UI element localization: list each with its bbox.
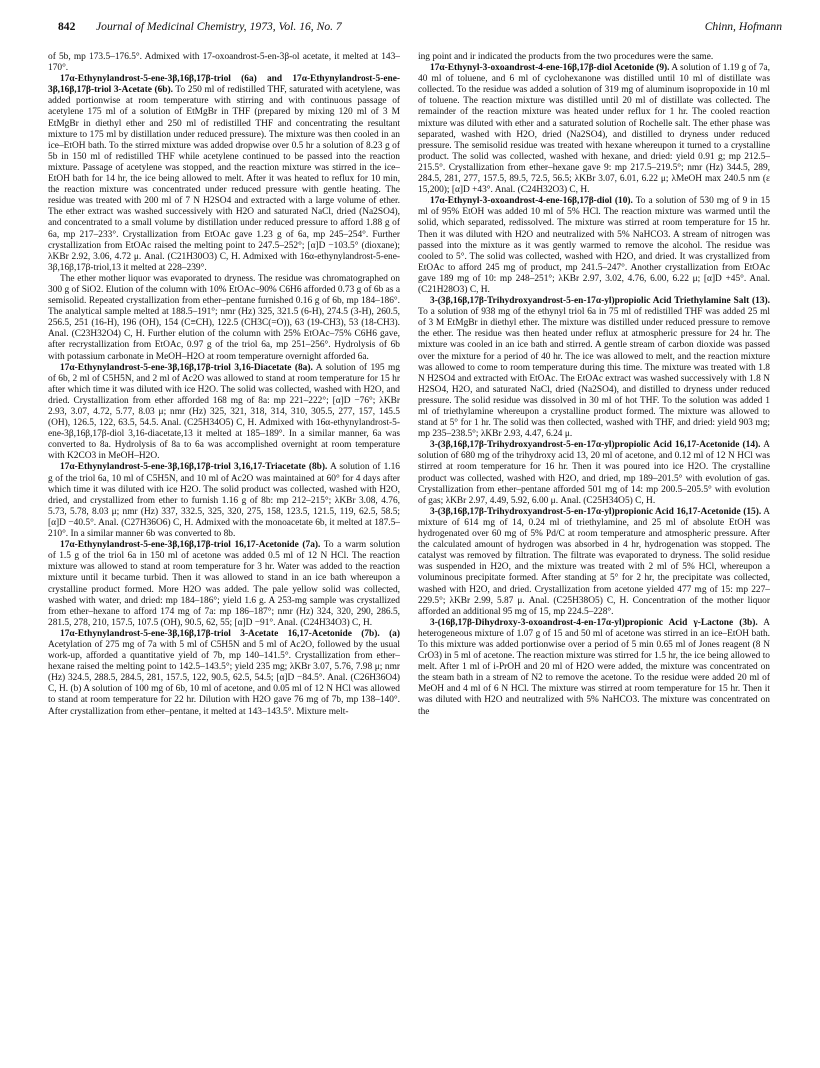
paragraph <box>418 63 770 196</box>
paragraph <box>48 629 400 718</box>
right-column <box>418 52 770 1048</box>
paragraph-text: A solution of 1.16 g of the triol 6a, 10 ml of C5H5N, and 10 ml of Ac2O was maintained at 60° for 4 days after which time it was diluted with ice H2O. The solid product was collected, washed with H2O, dried, and crystallized from ether to furnish 1.16 g of 8b: mp 212–215°; λKBr 3.08, 4.76, 5.73, 5.78, 8.03 μ; nmr (Hz) 337, 332.5, 325, 320, 275, 158, 123.5, 121.5, 119, 62.5, 58.5; [α]D −40.5°. Anal. (C27H36O6) C, H. Admixed with the monoacetate 6b, it melted at 187.5–210°. In a similar manner 6b was converted to 8b. <box>48 462 400 540</box>
page-number: 842 <box>58 20 76 33</box>
paragraph-text: A mixture of 614 mg of 14, 0.24 ml of triethylamine, and 25 ml of absolute EtOH was hydrogenated over 60 mg of 5% Pd/C at room temperature and atmospheric pressure. After the calculated amount of hydrogen was absorbed in 4 hr, hydrogenation was stopped. The catalyst was removed by filtration. The filtrate was evaporated to dryness. The solid residue was suspended in H2O, and the mixture was treated with 2 ml of 5% HCl, whereupon a voluminous precipitate formed. After standing at 5° for 2 hr, the precipitate was collected, washed with H2O, and dried. Crystallization from acetone yielded 477 mg of 15: mp 227–229.5°; λKBr 2.99, 5.87 μ. Anal. (C25H38O5) C, H. Concentration of the mother liquor afforded an additional 95 mg of 15, mp 224.5–228°. <box>418 506 770 617</box>
paragraph <box>418 196 770 296</box>
compound-heading: 3-(3β,16β,17β-Trihydroxyandrost-5-en-17α-yl)propiolic Acid Triethylamine Salt (13). <box>430 296 770 307</box>
paragraph-text: To a solution of 530 mg of 9 in 15 ml of 95% EtOH was added 10 ml of 5% HCl. The reaction mixture was warmed until the solid, which separated, redissolved. The mixture was stirred at room temperature for 15 hr. Then it was diluted with H2O and neutralized with 5% NaHCO3. A stream of nitrogen was passed into the mixture as it was gently warmed to remove the alcohol. The residue was cooled to 5°. The solid was collected, washed with H2O, and dried. It was crystallized from EtOAc to afford 245 mg of product, mp 241.5–247°. Another crystallization from EtOAc gave 189 mg of 10: mp 248–251°; λKBr 2.97, 3.02, 4.76, 6.00, 6.22 μ; [α]D +45°. Anal. (C21H28O3) C, H. <box>418 196 770 295</box>
paragraph <box>418 440 770 507</box>
paragraph-text: A solution of 195 mg of 6b, 2 ml of C5H5N, and 2 ml of Ac2O was allowed to stand at room temperature for 15 hr after which time it was diluted with ice H2O. The solid was collected, washed with H2O, and dried. Crystallization from ether afforded 168 mg of 8a: mp 221–222°; [α]D −76°; λKBr 2.93, 3.07, 4.72, 5.77, 8.03 μ; nmr (Hz) 325, 321, 318, 314, 310, 305.5, 277, 157, 145.5 (OH), 126.5, 122, 63.5, 54.5. Anal. (C25H34O5) C, H. Admixed with 16α-ethynylandrost-5-ene-3β,16β,17β-diol 3,16-diacetate,13 it melted at 185–189°. In a similar manner, 6a was converted to 8a. Hydrolysis of 8a to 6a was accomplished overnight at room temperature with K2CO3 in MeOH–H2O. <box>48 362 400 462</box>
paragraph <box>418 52 770 63</box>
paragraph <box>48 74 400 274</box>
journal-citation: Journal of Medicinal Chemistry, 1973, Vol. 16, No. 7 <box>96 20 342 33</box>
paragraph-text: The ether mother liquor was evaporated to dryness. The residue was chromatographed on 300 g of SiO2. Elution of the column with 10% EtOAc–90% C6H6 afforded 0.73 g of 6b as a semisolid. Repeated crystallization from ether–pentane furnished 0.16 g of 6b, mp 184–186°. The analytical sample melted at 188.5–191°; nmr (Hz) 325, 321.5 (6-H), 274.5 (3-H), 260.5, 256.5, 251 (16-H), 196 (OH), 154 (C≡CH), 122.5 (CH3C(=O)), 63 (19-CH3), 53 (18-CH3). Anal. (C23H32O4) C, H. Further elution of the column with 25% EtOAc–75% C6H6 gave, after recrystallization from EtOAc, 0.97 g of the triol 6a, mp 251–256°. Hydrolysis of 6b with potassium carbonate in MeOH–H2O at room temperature overnight afforded 6a. <box>48 273 400 362</box>
paragraph-text: A solution of 680 mg of the trihydroxy acid 13, 20 ml of acetone, and 0.12 ml of 12 N HCl was stirred at room temperature for 16 hr. Then it was poured into ice H2O. The crystalline product was collected, washed with H2O, and dried, mp 189–201.5° with evolution of gas. Crystallization from ether–pentane afforded 501 mg of 14: mp 200.5–205.5° with evolution of gas; λKBr 2.97, 4.49, 5.92, 6.00 μ. Anal. (C25H34O5) C, H. <box>418 440 770 506</box>
paragraph-text: A solution of 1.19 g of 7a, 40 ml of toluene, and 6 ml of cyclohexanone was distilled until 10 ml of distillate was collected. To the residue was added a solution of 319 mg of aluminum isopropoxide in 10 ml of toluene. The reaction mixture was distilled until 20 ml of distillate was collected. The remainder of the reaction mixture was heated under reflux for 1 hr. The cooled reaction mixture was diluted with ether and a saturated solution of Rochelle salt. The ether phase was separated, washed with H2O, dried (Na2SO4), and distilled to dryness under reduced pressure. The semisolid residue was treated with hexane whereupon it turned to a crystalline product. The solid was collected, washed with hexane, and dried: yield 0.91 g; mp 212.5–215.5°. Crystallization from ether–hexane gave 9: mp 217.5–219.5°; nmr (Hz) 344.5, 289, 284.5, 281, 277, 157.5, 89.5, 72.5, 56.5; λKBr 3.07, 6.01, 6.22 μ; λMeOH max 240.5 nm (ε 15,200); [α]D +43°. Anal. (C24H32O3) C, H. <box>418 63 770 196</box>
paragraph-text: To a warm solution of 1.5 g of the triol 6a in 150 ml of acetone was added 0.5 ml of 12 N HCl. The reaction mixture was allowed to stand at room temperature for 3 hr. Water was added to the reaction mixture until it became turbid. Then it was allowed to stand in an ice bath whereupon a crystalline product formed. More H2O was added. The pale yellow solid was collected, washed with water, and dried: mp 184–186°; yield 1.6 g. A 253-mg sample was crystallized from ether–hexane to afford 174 mg of 7a: mp 186–187°; nmr (Hz) 324, 320, 290, 286.5, 281.5, 278, 210, 157.5, 107.5 (OH), 90.5, 62, 55; [α]D −91°. Anal. (C24H34O3) C, H. <box>48 540 400 628</box>
paragraph <box>48 462 400 540</box>
compound-heading: 3-(3β,16β,17β-Trihydroxyandrost-5-en-17α-yl)propionic Acid 16,17-Acetonide (15). <box>430 506 762 517</box>
paragraph-text: Acetylation of 275 mg of 7a with 5 ml of C5H5N and 5 ml of Ac2O, followed by the usual work-up, afforded a quantitative yield of 7b, mp 140–141.5°. Crystallization from ether–hexane raised the melting point to 142.5–143.5°; yield 235 mg; λKBr 3.07, 5.76, 7.98 μ; nmr (Hz) 324.5, 288.5, 284.5, 281, 157.5, 122, 90.5, 62.5, 54.5; [α]D −84.5°. Anal. (C26H36O4) C, H. (b) A solution of 100 mg of 6b, 10 ml of acetone, and 0.05 ml of 12 N HCl was allowed to stand at room temperature for 22 hr. Dilution with H2O gave 76 mg of 7b, mp 138–140°. After crystallization from ether–pentane, it melted at 143–143.5°. Mixture melt- <box>48 639 400 717</box>
paragraph <box>48 363 400 463</box>
paragraph <box>418 618 770 718</box>
compound-heading: 17α-Ethynyl-3-oxoandrost-4-ene-16β,17β-diol Acetonide (9). <box>430 63 670 74</box>
compound-heading: 17α-Ethynylandrost-5-ene-3β,16β,17β-triol 3,16,17-Triacetate (8b). <box>60 462 328 473</box>
compound-heading: 3-(16β,17β-Dihydroxy-3-oxoandrost-4-en-17α-yl)propionic Acid γ-Lactone (3b). <box>430 617 758 628</box>
paragraph <box>418 507 770 618</box>
paragraph-text: ing point and ir indicated the products from the two procedures were the same. <box>418 52 714 62</box>
compound-heading: 17α-Ethynylandrost-5-ene-3β,16β,17β-triol 16,17-Acetonide (7a). <box>60 540 321 551</box>
running-header <box>58 20 782 40</box>
paragraph-text: of 5b, mp 173.5–176.5°. Admixed with 17-oxoandrost-5-en-3β-ol acetate, it melted at 143–170°. <box>48 52 400 74</box>
compound-heading: 17α-Ethynylandrost-5-ene-3β,16β,17β-triol 3,16-Diacetate (8a). <box>60 362 313 373</box>
paragraph <box>48 274 400 363</box>
left-column <box>48 52 400 1048</box>
paragraph-text: To 250 ml of redistilled THF, saturated with acetylene, was added portionwise at room temperature with stirring and with continuous passage of acetylene 175 ml of a solution of EtMgBr in THF (prepared by mixing 120 ml of 3 M EtMgBr in diethyl ether and 250 ml of redistilled THF and concentrating the resultant mixture to 175 ml by distillation under reduced pressure). The mixture was then cooled in an ice–EtOH bath. To the stirred mixture was added dropwise over 0.5 hr a solution of 8.23 g of 5b in 150 ml of redistilled THF while acetylene continued to be passed into the reaction mixture. Passage of acetylene was stopped, and the reaction mixture was stirred in the ice–EtOH bath for 14 hr, the ice being allowed to melt. After it was heated to reflux for 10 min, the reaction mixture was concentrated under reduced pressure with gentle heating. The residue was treated with 200 ml of 7 N H2SO4 and extracted with a large volume of ether. The ether extract was washed successively with H2O and saturated NaCl, dried (Na2SO4), and concentrated to a small volume by distillation under reduced pressure to afford 1.88 g of 6a, mp 217–233°. Crystallization from EtOAc gave 1.23 g of 6a, mp 245–254°. Further crystallization from EtOAc raised the melting point to 247.5–252°; [α]D −103.5° (dioxane); λKBr 2.92, 3.06, 4.72 μ. Anal. (C21H30O3) C, H. Admixed with 16α-ethynylandrost-5-ene-3β,16β,17β-triol,13 it melted at 228–239°. <box>48 85 400 273</box>
compound-heading: 17α-Ethynylandrost-5-ene-3β,16β,17β-triol (6a) and 17α-Ethynylandrost-5-ene-3β,16β,17β-triol 3-Acetate (6b). <box>48 74 400 96</box>
paragraph <box>418 296 770 440</box>
paragraph-text: A heterogeneous mixture of 1.07 g of 15 and 50 ml of acetone was stirred in an ice–EtOH bath. To this mixture was added portionwise over a period of 5 min 0.65 ml of Jones reagent (8 N CrO3) in 5 ml of acetone. The reaction mixture was stirred for 1.5 hr, the ice being allowed to melt. After 1 ml of i-PrOH and 20 ml of H2O were added, the mixture was concentrated on the steam bath in a stream of N2 to remove the acetone. To the residue were added 20 ml of MeOH and 4 ml of 6 N HCl. The mixture was stirred at room temperature for 15 hr. Then it was diluted with H2O and neutralized with 5% NaHCO3. The mixture was concentrated on the <box>418 617 770 717</box>
paragraph <box>48 52 400 74</box>
paragraph-text: To a solution of 938 mg of the ethynyl triol 6a in 75 ml of redistilled THF was added 25 ml of 3 M EtMgBr in diethyl ether. The mixture was distilled under reduced pressure to remove the ether. The residue was then heated under reflux at atmospheric pressure for 24 hr. The mixture was cooled in an ice bath and stirred. A gentle stream of carbon dioxide was passed over the mixture for a period of 40 hr. The ice was allowed to melt, and the reaction mixture was allowed to come to room temperature during this time. The mixture was treated with 1.8 N H2SO4 and extracted with EtOAc. The EtOAc extract was washed successively with 1.8 N H2SO4, H2O, and saturated NaCl, dried (Na2SO4), and distilled to dryness under reduced pressure. The solid residue was dissolved in 30 ml of hot THF. To the solution was added 1 ml of triethylamine whereupon a crystalline product formed. The mixture was allowed to stand at 5° for 1 hr. The solid was then collected, washed with THF, and dried: yield 903 mg; mp 235–238.5°; λKBr 2.93, 4.47, 6.24 μ. <box>418 307 770 440</box>
compound-heading: 3-(3β,16β,17β-Trihydroxyandrost-5-en-17α-yl)propiolic Acid 16,17-Acetonide (14). <box>430 440 761 451</box>
compound-heading: 17α-Ethynyl-3-oxoandrost-4-ene-16β,17β-diol (10). <box>430 196 633 207</box>
running-authors: Chinn, Hofmann <box>704 20 782 33</box>
compound-heading: 17α-Ethynylandrost-5-ene-3β,16β,17β-triol 3-Acetate 16,17-Acetonide (7b). (a) <box>60 628 400 639</box>
paragraph <box>48 540 400 629</box>
